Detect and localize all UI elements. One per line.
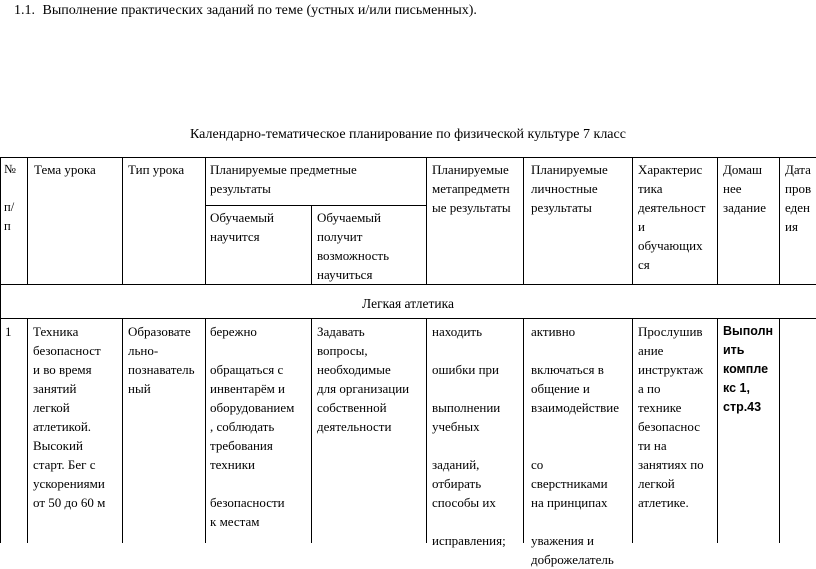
- row1-activity: Прослушив ание инструктаж а по технике безопаснос ти на занятиях по легкой атлетике.: [638, 324, 704, 510]
- col-border-9b: [779, 318, 780, 543]
- col-border-3b: [205, 318, 206, 543]
- col-border-8: [717, 157, 718, 284]
- header-activity: Характерис тика деятельност и обучающих ся: [638, 162, 706, 272]
- col-border-8b: [717, 318, 718, 543]
- header-type: Тип урока: [128, 162, 185, 177]
- header-subject-results: Планируемые предметные результаты: [210, 162, 357, 196]
- header-homework: Домаш нее задание: [723, 162, 766, 215]
- heading-text: Выполнение практических заданий по теме (устных и/или письменных).: [42, 3, 477, 18]
- row1-topic: Техника безопасност и во время занятий легкой атлетикой. Высокий старт. Бег с ускорениями от 50 до 60 м: [33, 324, 106, 510]
- col-border-5b: [426, 318, 427, 543]
- header-date: Дата пров еден ия: [785, 162, 812, 234]
- section-title: Легкая атлетика: [362, 296, 454, 311]
- col-border-7b: [632, 318, 633, 543]
- header-will-learn: Обучаемый научится: [210, 210, 275, 244]
- col-border-4: [311, 205, 312, 284]
- col-border-1: [27, 157, 28, 284]
- header-bottom-line: [0, 284, 816, 285]
- col-border-2b: [122, 318, 123, 543]
- col-border-5: [426, 157, 427, 284]
- page-title: Календарно-тематическое планирование по физической культуре 7 класс: [190, 127, 626, 142]
- col-border-7: [632, 157, 633, 284]
- header-personal-results: Планируемые личностные результаты: [531, 162, 608, 215]
- col-border-9: [779, 157, 780, 284]
- heading-number: 1.1.: [14, 3, 35, 18]
- header-topic: Тема урока: [34, 162, 96, 177]
- col-border-3: [205, 157, 206, 284]
- header-meta-results: Планируемые метапредметн ые результаты: [432, 162, 511, 215]
- row1-meta: находить ошибки при выполнении учебных заданий, отбирать способы их исправления;: [432, 324, 506, 548]
- subheader-line: [205, 205, 426, 206]
- row1-will-learn: бережно обращаться с инвентарём и оборудованием , соблюдать требования техники безопасности к местам: [210, 324, 295, 529]
- header-num: № п/ п: [4, 162, 16, 233]
- col-border-0: [0, 157, 1, 543]
- col-border-2: [122, 157, 123, 284]
- col-border-4b: [311, 318, 312, 543]
- exercise-heading: [14, 3, 477, 19]
- row1-may-learn: Задавать вопросы, необходимые для организации собственной деятельности: [317, 324, 410, 434]
- row1-personal: активно включаться в общение и взаимодействие со сверстниками на принципах уважения и доброжелатель: [531, 324, 620, 567]
- row1-num: 1: [5, 324, 12, 339]
- col-border-1b: [27, 318, 28, 543]
- header-may-learn: Обучаемый получит возможность научиться: [317, 210, 390, 282]
- row1-homework: Выполн ить компле кс 1, стр.43: [723, 324, 774, 414]
- row1-type: Образовате льно- познаватель ный: [128, 324, 195, 396]
